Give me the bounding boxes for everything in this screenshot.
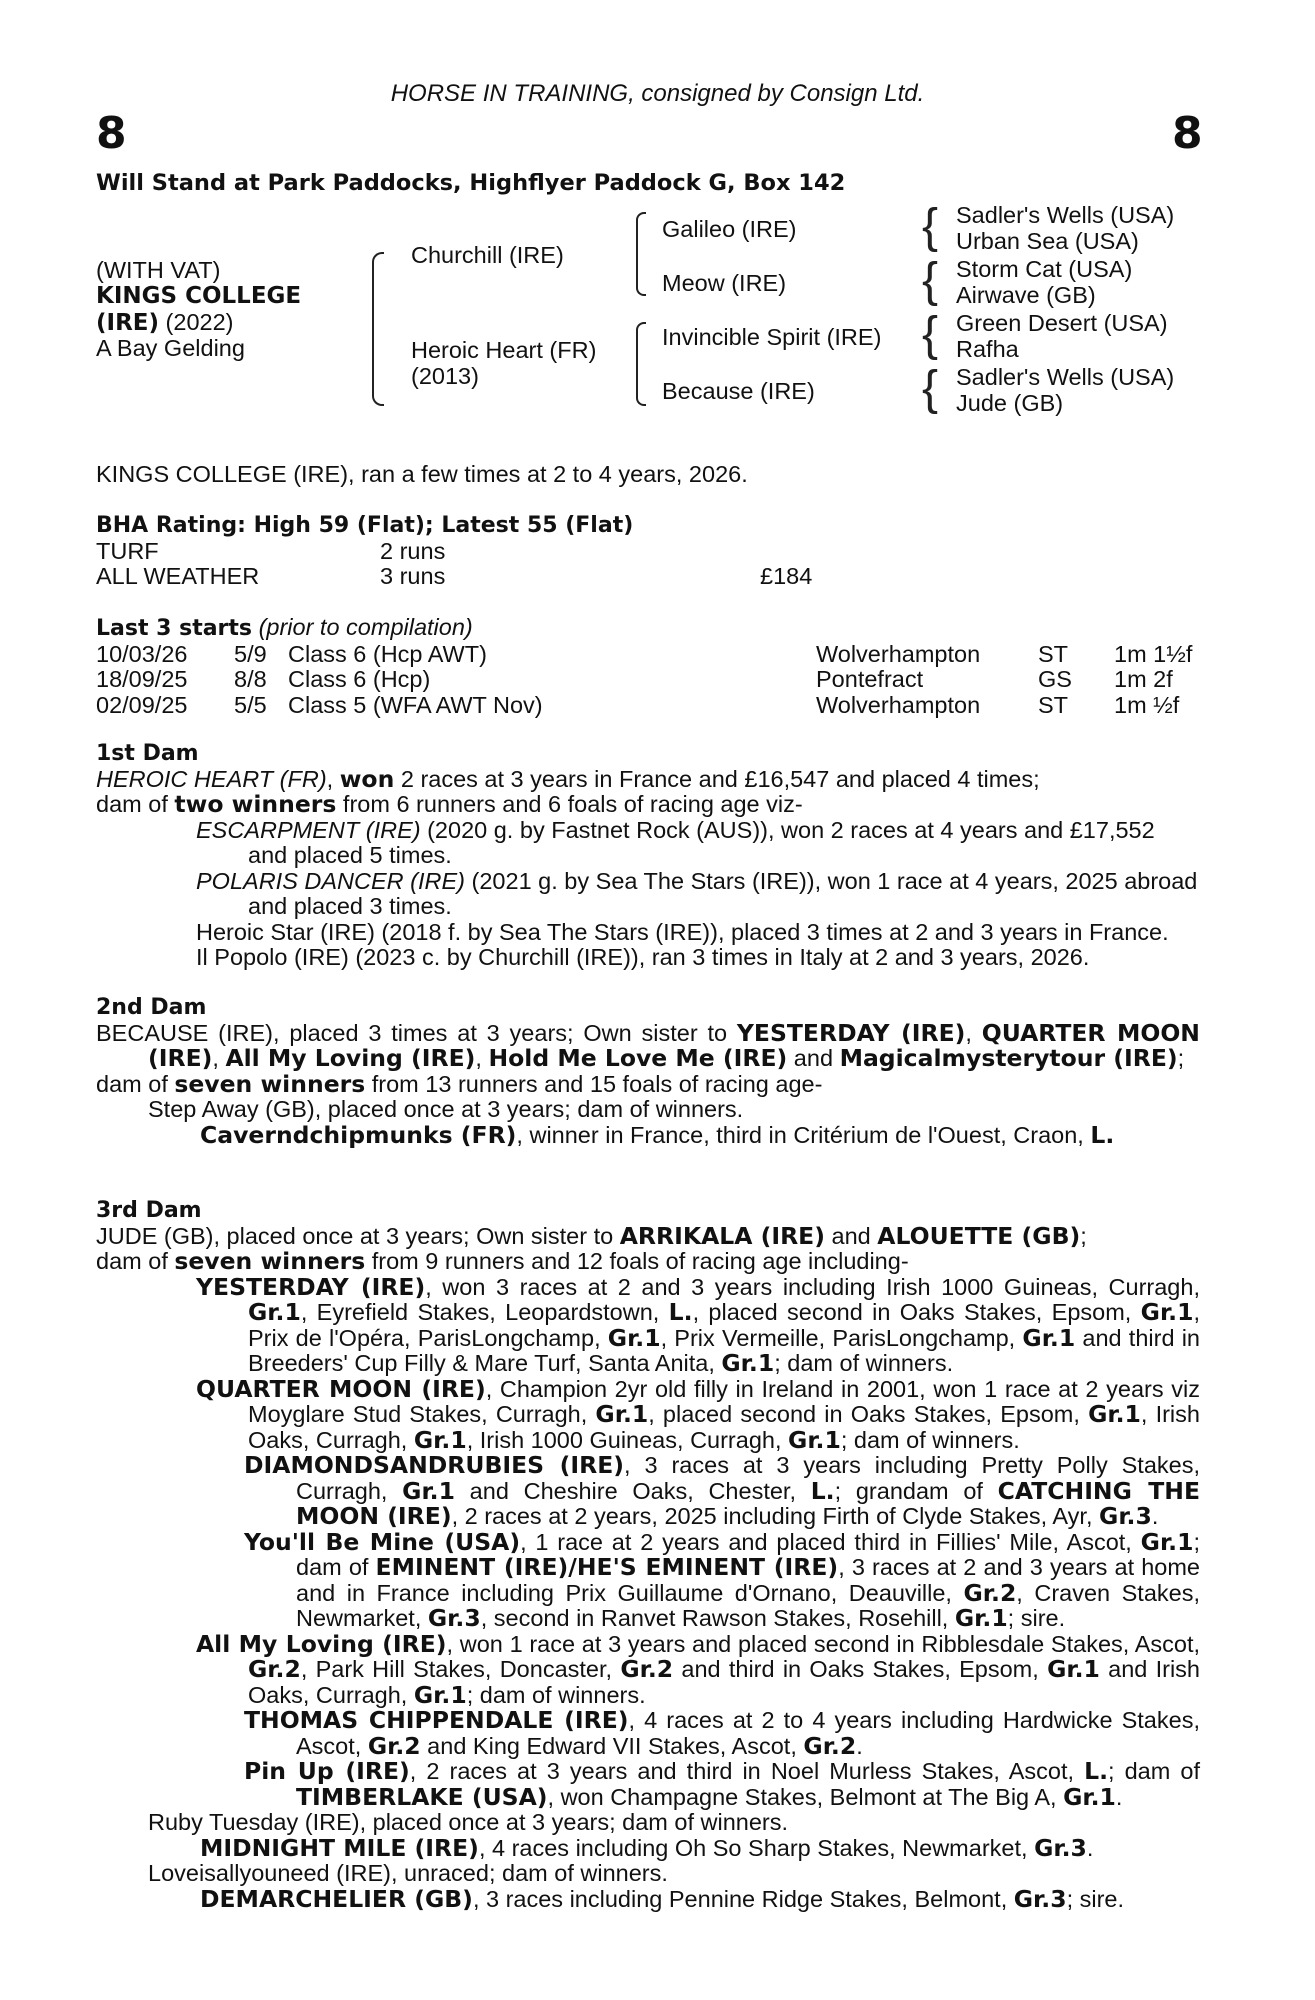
bold-text: Gr.3	[1013, 1884, 1067, 1913]
start-date: 18/09/25	[96, 666, 188, 692]
lot-number-left: 8	[96, 108, 127, 159]
third-dam-produce-line	[96, 1249, 1200, 1275]
start-distance: 1m 2f	[1114, 666, 1173, 692]
bold-text: Gr.1	[607, 1323, 661, 1352]
page-title: HORSE IN TRAINING, consigned by Consign Ltd.	[390, 80, 925, 107]
aw-prize: £184	[760, 563, 813, 589]
bold-text: Gr.2	[620, 1655, 674, 1683]
stand-location: Will Stand at Park Paddocks, Highflyer Paddock G, Box 142	[96, 170, 846, 196]
start-position: 5/9	[234, 640, 267, 667]
text: , 2 races at 3 years and third in Noel Murless Stakes, Ascot,	[409, 1758, 1085, 1784]
bold-text: Caverndchipmunks (FR)	[200, 1120, 517, 1149]
start-position: 8/8	[234, 666, 267, 692]
bold-text: L.	[668, 1298, 693, 1326]
lot-number-right: 8	[1172, 108, 1203, 159]
text: 2 races at 3 years in France and £16,547 and placed 4 times;	[394, 765, 1040, 792]
last-starts-header	[96, 615, 1200, 642]
bold-text: Gr.2	[803, 1731, 857, 1760]
pedigree-g3-1: Sadler's Wells (USA)	[956, 202, 1175, 228]
bold-text: L.	[1090, 1120, 1115, 1149]
bold-text: You'll Be Mine (USA)	[244, 1527, 521, 1556]
text: ,	[326, 765, 340, 792]
pedigree-dam-dam: Because (IRE)	[662, 378, 815, 404]
bold-text: CATCHING THE MOON (IRE)	[296, 1476, 1201, 1530]
text: , won 3 races at 2 and 3 years including Irish 1000 Guineas, Curragh,	[425, 1273, 1200, 1300]
pedigree-bracket-main	[372, 252, 384, 406]
bold-text: Gr.1	[1047, 1655, 1100, 1683]
offspring-name: POLARIS DANCER (IRE)	[196, 867, 465, 894]
third-dam-line	[96, 1221, 1200, 1250]
text: and third in Breeders' Cup Filly & Mare Turf, Santa Anita,	[248, 1324, 1200, 1376]
third-dam-heading: 3rd Dam	[96, 1198, 202, 1223]
pedigree-sire: Churchill (IRE)	[411, 242, 564, 268]
text: ,	[212, 1045, 226, 1071]
grand-offspring-entry	[96, 1120, 1200, 1149]
text: , Prix de l'Opéra, ParisLongchamp,	[248, 1299, 1200, 1351]
text: ; sire.	[1066, 1885, 1125, 1912]
bold-text: Gr.1	[1063, 1782, 1116, 1811]
bold-text: Gr.1	[1088, 1400, 1141, 1428]
text: from 13 runners and 15 foals of racing age-	[365, 1070, 823, 1097]
dam-name: HEROIC HEART (FR)	[96, 765, 327, 792]
start-distance: 1m ½f	[1114, 691, 1180, 718]
start-class: Class 5 (WFA AWT Nov)	[288, 691, 543, 718]
pedigree-bracket-dam	[636, 322, 646, 406]
text: ; sire.	[1007, 1605, 1066, 1631]
offspring-entry	[96, 818, 1200, 869]
first-dam-line	[96, 764, 1200, 793]
bold-text: Gr.3	[1034, 1833, 1087, 1862]
text: (2020 g. by Fastnet Rock (AUS)), won 2 races at 4 years and £17,552 and placed 5 times.	[248, 816, 1155, 868]
bold-text: QUARTER MOON (IRE)	[196, 1374, 486, 1403]
horse-country: (IRE)	[96, 310, 160, 336]
text: ; dam of winners.	[840, 1426, 1020, 1453]
pedigree-g3-8: Jude (GB)	[956, 390, 1064, 416]
bold-text: Gr.2	[963, 1578, 1017, 1607]
text: dam of	[96, 1070, 175, 1097]
vat-note: (WITH VAT)	[96, 257, 221, 283]
text: BECAUSE (IRE), placed 3 times at 3 years; Own sister to	[96, 1019, 737, 1046]
text: ,	[965, 1019, 982, 1046]
bracket-g3-1: {	[922, 200, 939, 253]
grand-offspring-entry	[96, 1833, 1200, 1862]
grand-offspring-entry	[96, 1527, 1201, 1632]
text: , 2 races at 2 years, 2025 including Firth of Clyde Stakes, Ayr,	[451, 1503, 1100, 1529]
text: from 9 runners and 12 foals of racing age including-	[365, 1248, 909, 1274]
start-date: 02/09/25	[96, 691, 188, 718]
last-starts-block	[96, 615, 1200, 718]
text: , 3 races at 2 and 3 years at home and in France including Prix Guillaume d'Ornano, Deauville,	[296, 1554, 1201, 1606]
bold-text: TIMBERLAKE (USA)	[296, 1782, 548, 1811]
text: dam of	[96, 791, 175, 817]
text: ,	[475, 1045, 489, 1071]
text: .	[1115, 1783, 1123, 1810]
text: ; dam of winners.	[466, 1681, 646, 1708]
race-summary: KINGS COLLEGE (IRE), ran a few times at 2 to 4 years, 2026.	[96, 461, 748, 487]
start-course: Wolverhampton	[816, 691, 981, 718]
bold-text: Gr.1	[402, 1476, 455, 1505]
offspring-entry: Step Away (GB), placed once at 3 years; dam of winners.	[148, 1096, 744, 1122]
offspring-entry	[96, 1272, 1200, 1377]
pedigree-g3-7: Sadler's Wells (USA)	[956, 364, 1175, 390]
first-dam-heading: 1st Dam	[96, 741, 199, 766]
offspring-name: ESCARPMENT (IRE)	[196, 816, 421, 843]
text: and Irish Oaks, Curragh,	[248, 1656, 1200, 1708]
bracket-g3-4: {	[922, 362, 939, 415]
aw-label: ALL WEATHER	[96, 563, 260, 589]
text: and Cheshire Oaks, Chester,	[454, 1477, 811, 1504]
pedigree-g3-4: Airwave (GB)	[956, 282, 1096, 308]
bold-text: All My Loving (IRE)	[225, 1044, 476, 1072]
bold-text: QUARTER MOON (IRE)	[148, 1018, 1200, 1072]
bold-text: Magicalmysterytour (IRE)	[839, 1044, 1178, 1072]
start-row	[96, 667, 1200, 693]
text: .	[1151, 1503, 1159, 1529]
pedigree-dam-year: (2013)	[411, 363, 479, 389]
text: ; dam of	[296, 1528, 1200, 1580]
bold-text: Gr.1	[413, 1425, 467, 1454]
text: , Irish 1000 Guineas, Curragh,	[466, 1426, 789, 1453]
bold-text: ARRIKALA (IRE)	[619, 1221, 825, 1250]
start-row	[96, 693, 1200, 719]
text: , Prix Vermeille, ParisLongchamp,	[660, 1324, 1023, 1351]
pedigree-g3-5: Green Desert (USA)	[956, 310, 1168, 336]
bold-text: Gr.1	[248, 1298, 301, 1326]
bold-text: Gr.1	[595, 1400, 649, 1428]
start-going: GS	[1038, 666, 1072, 692]
start-course: Wolverhampton	[816, 640, 981, 667]
start-going: ST	[1038, 691, 1069, 718]
grand-offspring-entry	[96, 1759, 1200, 1810]
bold-text: Pin Up (IRE)	[244, 1757, 410, 1785]
text: , placed second in Oaks Stakes, Epsom,	[692, 1299, 1141, 1325]
text: and King Edward VII Stakes, Ascot,	[420, 1732, 804, 1759]
aw-runs: 3 runs	[380, 563, 446, 589]
start-row	[96, 642, 1200, 668]
bold-text: Gr.2	[248, 1655, 301, 1683]
bold-text: THOMAS CHIPPENDALE (IRE)	[244, 1706, 629, 1734]
text: from 6 runners and 6 foals of racing age viz-	[336, 791, 803, 817]
text: , 4 races at 2 to 4 years including Hardwicke Stakes, Ascot,	[296, 1707, 1200, 1759]
bold-text: Hold Me Love Me (IRE)	[488, 1044, 788, 1072]
text: ; dam of winners.	[774, 1350, 954, 1376]
start-going: ST	[1038, 640, 1069, 667]
text: , 1 race at 2 years and placed third in Fillies' Mile, Ascot,	[520, 1528, 1141, 1555]
start-distance: 1m 1½f	[1114, 640, 1193, 667]
start-class: Class 6 (Hcp)	[288, 666, 431, 692]
text: , Irish Oaks, Curragh,	[248, 1401, 1200, 1453]
grand-offspring-entry	[96, 1884, 1200, 1913]
text: ; grandam of	[834, 1477, 998, 1504]
bold-text: YESTERDAY (IRE)	[736, 1018, 966, 1047]
text: , Park Hill Stakes, Doncaster,	[300, 1656, 621, 1682]
horse-description: A Bay Gelding	[96, 335, 245, 361]
offspring-entry: Ruby Tuesday (IRE), placed once at 3 years; dam of winners.	[148, 1809, 789, 1835]
pedigree-bracket-sire	[636, 212, 646, 296]
start-position: 5/5	[234, 691, 267, 718]
second-dam-block	[96, 995, 1200, 1148]
offspring-entry: Heroic Star (IRE) (2018 f. by Sea The Stars (IRE)), placed 3 times at 2 and 3 years in France.	[196, 918, 1169, 945]
bold-text: Gr.1	[788, 1425, 841, 1454]
third-dam-block	[96, 1198, 1200, 1912]
pedigree-g3-3: Storm Cat (USA)	[956, 256, 1133, 282]
start-class: Class 6 (Hcp AWT)	[288, 640, 487, 667]
offspring-entry	[96, 869, 1200, 920]
horse-year: (2022)	[165, 309, 234, 335]
text: , won Champagne Stakes, Belmont at The Big A,	[547, 1783, 1064, 1810]
ratings-heading: BHA Rating: High 59 (Flat); Latest 55 (Flat)	[96, 513, 634, 538]
bold-text: Gr.3	[427, 1604, 481, 1632]
bracket-g3-3: {	[922, 308, 939, 361]
bold-text: seven winners	[174, 1247, 366, 1275]
text: , won 1 race at 3 years and placed second in Ribblesdale Stakes, Ascot,	[446, 1630, 1201, 1657]
bold-text: Gr.1	[1140, 1527, 1194, 1556]
first-dam-block	[96, 741, 1200, 971]
second-dam-produce-line	[96, 1069, 1200, 1098]
bold-text: seven winners	[174, 1069, 366, 1098]
bold-text: DIAMONDSANDRUBIES (IRE)	[244, 1451, 625, 1479]
turf-runs: 2 runs	[380, 537, 446, 564]
second-dam-heading: 2nd Dam	[96, 995, 207, 1020]
offspring-entry	[96, 1374, 1200, 1454]
text: , 3 races including Pennine Ridge Stakes, Belmont,	[472, 1885, 1014, 1912]
text: ;	[1080, 1222, 1087, 1249]
bold-text: MIDNIGHT MILE (IRE)	[200, 1833, 479, 1862]
text: and	[824, 1222, 878, 1249]
pedigree-sire-sire: Galileo (IRE)	[662, 216, 797, 242]
text: ;	[1177, 1045, 1185, 1071]
second-dam-line	[96, 1018, 1200, 1072]
bold-text: L.	[1084, 1757, 1108, 1785]
bold-text: Gr.2	[367, 1731, 421, 1760]
bold-text: All My Loving (IRE)	[196, 1629, 447, 1658]
start-course: Pontefract	[816, 666, 924, 692]
last-starts-heading: Last 3 starts	[96, 616, 253, 641]
bold-text: DEMARCHELIER (GB)	[200, 1884, 473, 1913]
pedigree-dam: Heroic Heart (FR)	[411, 337, 597, 363]
text: , Eyrefield Stakes, Leopardstown,	[300, 1299, 669, 1325]
bold-text: Gr.3	[1099, 1502, 1152, 1530]
first-dam-produce-line	[96, 792, 1200, 818]
text: .	[856, 1732, 863, 1759]
pedigree-dam-sire: Invincible Spirit (IRE)	[662, 324, 882, 350]
text: , Craven Stakes, Newmarket,	[296, 1579, 1200, 1631]
turf-label: TURF	[96, 537, 159, 564]
bold-text: two winners	[174, 790, 337, 818]
text: and third in Oaks Stakes, Epsom,	[673, 1656, 1048, 1682]
text: ; dam of	[1108, 1758, 1200, 1784]
offspring-entry: Loveisallyouneed (IRE), unraced; dam of winners.	[148, 1860, 668, 1886]
offspring-entry: Il Popolo (IRE) (2023 c. by Churchill (IRE)), ran 3 times in Italy at 2 and 3 years, 2026.	[196, 944, 1090, 970]
bold-text: ALOUETTE (GB)	[877, 1221, 1081, 1250]
bold-text: Gr.1	[954, 1604, 1008, 1632]
start-date: 10/03/26	[96, 640, 188, 667]
text: , 3 races at 3 years including Pretty Polly Stakes, Curragh,	[296, 1452, 1200, 1504]
bold-text: won	[339, 764, 395, 793]
pedigree-g3-2: Urban Sea (USA)	[956, 228, 1139, 254]
grand-offspring-entry	[96, 1708, 1200, 1759]
text: , 4 races including Oh So Sharp Stakes, Newmarket,	[478, 1834, 1035, 1861]
bold-text: Gr.1	[721, 1349, 775, 1377]
text: .	[1086, 1834, 1094, 1861]
text: , winner in France, third in Critérium de l'Ouest, Craon,	[516, 1121, 1091, 1148]
ratings-block	[96, 513, 1200, 590]
text: , placed second in Oaks Stakes, Epsom,	[648, 1401, 1089, 1427]
text: (2021 g. by Sea The Stars (IRE)), won 1 race at 4 years, 2025 abroad and placed 3 times.	[248, 867, 1198, 919]
text: dam of	[96, 1248, 175, 1274]
horse-name: KINGS COLLEGE	[96, 283, 302, 309]
offspring-entry	[96, 1629, 1201, 1709]
bracket-g3-2: {	[922, 254, 939, 307]
last-starts-note: (prior to compilation)	[258, 614, 473, 640]
grand-offspring-entry	[96, 1453, 1200, 1530]
bold-text: YESTERDAY (IRE)	[196, 1272, 426, 1301]
text: , second in Ranvet Rawson Stakes, Rosehill,	[480, 1605, 955, 1631]
all-weather-row	[96, 564, 1200, 590]
bold-text: EMINENT (IRE)/HE'S EMINENT (IRE)	[375, 1553, 839, 1581]
text: , Champion 2yr old filly in Ireland in 2001, won 1 race at 2 years viz Moyglare Stud Stakes, Curragh,	[248, 1375, 1200, 1427]
pedigree-sire-dam: Meow (IRE)	[662, 270, 787, 296]
horse-country-year	[96, 309, 233, 336]
text: and	[787, 1045, 840, 1071]
pedigree-g3-6: Rafha	[956, 336, 1019, 362]
bold-text: L.	[810, 1476, 835, 1505]
bold-text: Gr.1	[1140, 1298, 1194, 1326]
text: JUDE (GB), placed once at 3 years; Own sister to	[96, 1222, 620, 1249]
turf-row	[96, 539, 1200, 565]
bold-text: Gr.1	[1022, 1323, 1076, 1352]
bold-text: Gr.1	[413, 1680, 467, 1709]
